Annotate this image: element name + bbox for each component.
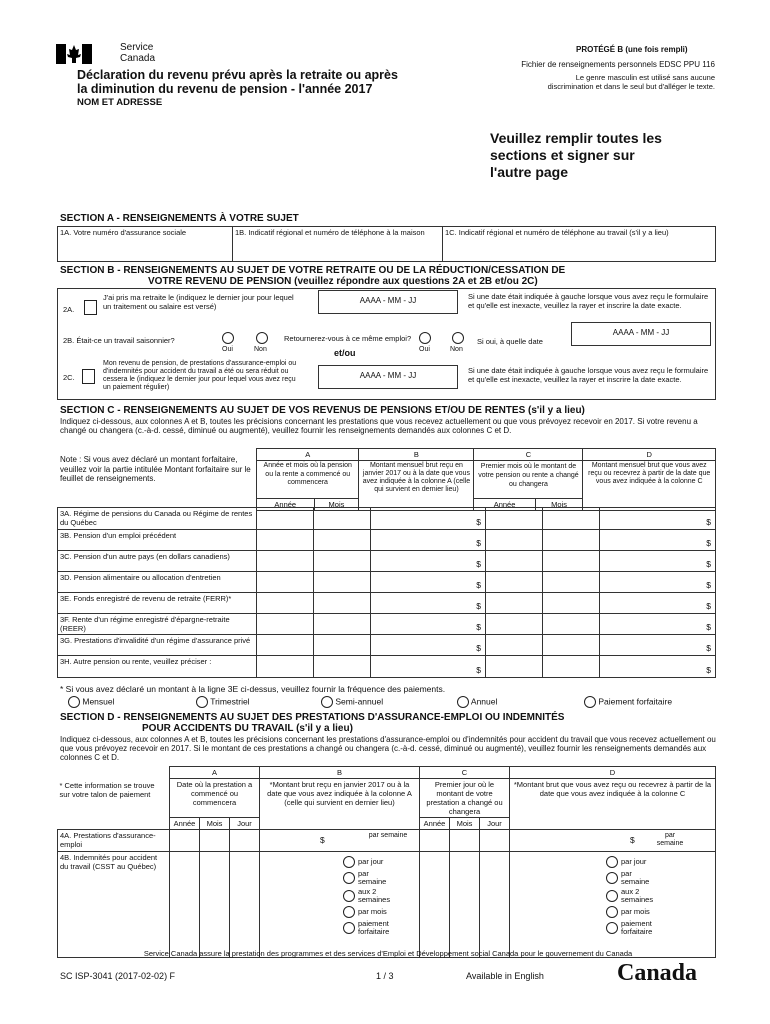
q2b-return-non-radio[interactable] [452,332,464,344]
pension-row-c-month[interactable] [543,593,600,614]
pension-row-c-month[interactable] [543,508,600,530]
pension-row-d-amount[interactable] [600,635,716,656]
d-col-c-label: C [420,767,510,779]
d-col-b-header: *Montant brut reçu en janvier 2017 ou à la date que vous avez indiquée à la colonne A (celle qui survient en dernier lieu) [260,779,420,830]
pension-row-c-year[interactable] [486,572,543,593]
q2b-return-non-label: Non [450,346,463,353]
dollar-sign: $ [476,643,481,653]
pension-row-c-month[interactable] [543,656,600,678]
section-c-title: SECTION C - RENSEIGNEMENTS AU SUJET DE VOS REVENUS DE PENSIONS ET/OU DE RENTES (s'il y a lieu) [60,405,585,416]
row-4b-a-year[interactable] [170,852,200,958]
pension-row [58,614,716,635]
section-c-header [256,448,716,511]
canada-wordmark: Canada [617,960,698,986]
q2b-return-text: Retournerez-vous à ce même emploi? [284,334,412,343]
department-name: Service Canada [120,42,156,64]
freq-semiannuel-label: Semi-annuel [335,696,384,707]
gender-note: Le genre masculin est utilisé sans aucune discrimination et dans le seul but d'alléger le texte. [547,73,715,91]
section-a-table [57,226,716,262]
d-c-month: Mois [450,818,480,830]
form-title: Déclaration du revenu prévu après la retraite ou après la diminution du revenu de pension - l'année 2017 [77,68,398,96]
q2c-note: Si une date était indiquée à gauche lorsque vous avez reçu le formulaire et qu'elle est inexacte, veuillez la rayer et inscrire la date exacte. [468,366,709,384]
section-c-table [57,507,716,678]
dollar-sign: $ [476,665,481,675]
pension-row-a-month[interactable] [314,656,371,678]
dollar-sign: $ [706,559,711,569]
q2a-note: Si une date était indiquée à gauche lorsque vous avez reçu le formulaire et qu'elle est inexacte, veuillez la rayer et inscrire la date exacte. [468,292,709,310]
col-a-header: Année et mois où la pension ou la rente a commencé ou commencera [257,461,359,499]
q2b-oui-radio[interactable] [222,332,234,344]
col-c-header: Premier mois où le montant de votre pension ou rente a changé ou changera [474,461,583,499]
dollar-sign: $ [706,665,711,675]
q2c-label: 2C. [63,373,75,382]
pension-row-a-month[interactable] [314,614,371,635]
d-c-day: Jour [480,818,510,830]
pension-row-d-amount[interactable] [600,572,716,593]
protected-b-label: PROTÉGÉ B (une fois rempli) [576,45,688,54]
q2b-non-label: Non [254,346,267,353]
q2b-return-oui-label: Oui [419,346,430,353]
pension-row-label: 3B. Pension d'un emploi précédent [58,530,257,551]
4b-b-2semaines-radio[interactable] [343,890,355,902]
row-4b-a-day[interactable] [230,852,260,958]
section-d-intro: Indiquez ci-dessous, aux colonnes A et B, toutes les précisions concernant les prestations d'assurance-emploi ou d'indemnités pour accident du travail que vous recevez actuellement ou que vous prévoyez recevoir en 2017. Si le montant de ces prestations a changé ou changera (c.-à-d. cessé, diminué ou augmenté), veuillez fournir les renseignements demandés aux colonnes C et D. [60,735,716,762]
freq-semiannuel-radio[interactable] [321,696,333,708]
pension-row-c-year[interactable] [486,593,543,614]
home-phone-field[interactable]: 1B. Indicatif régional et numéro de téléphone à la maison [233,227,443,262]
pension-row [58,593,716,614]
pension-row-label: 3C. Pension d'un autre pays (en dollars canadiens) [58,551,257,572]
pension-row [58,551,716,572]
pension-row-a-month[interactable] [314,508,371,530]
freq-forfaitaire-label: Paiement forfaitaire [598,696,673,707]
dollar-sign: $ [706,517,711,527]
col-a-year: Année [257,499,315,511]
4b-b-mois-radio[interactable] [343,906,355,918]
row-4a-c-day[interactable] [480,830,510,852]
pension-row-d-amount[interactable] [600,530,716,551]
q2b-date-field[interactable]: AAAA - MM - JJ [571,322,711,346]
form-number: SC ISP-3041 (2017-02-02) F [60,971,176,981]
canada-flag-logo [56,42,114,68]
pension-row-a-year[interactable] [257,656,314,678]
section-c-intro: Indiquez ci-dessous, aux colonnes A et B, toutes les précisions concernant les prestations que vous recevez actuellement ou que vous prévoyez recevoir en 2017. Si votre revenu a changé ou changera (c.-à-d. cessé, diminué ou augmenté), veuillez fournir les renseignements demandés aux colonnes C et D. [60,417,698,435]
section-a-title: SECTION A - RENSEIGNEMENTS À VOTRE SUJET [60,213,299,224]
section-c-note: Note : Si vous avez déclaré un montant forfaitaire, veuillez voir la partie intitulée Montant forfaitaire sur le feuillet de renseignements. [60,455,251,483]
pension-row [58,530,716,551]
4b-b-forfaitaire-radio[interactable] [343,922,355,934]
pension-row-c-year[interactable] [486,635,543,656]
pension-row-c-year[interactable] [486,656,543,678]
section-d-title: SECTION D - RENSEIGNEMENTS AU SUJET DES PRESTATIONS D'ASSURANCE-EMPLOI OU INDEMNITÉS POUR ACCIDENTS DU TRAVAIL (s'il y a lieu) [60,712,565,734]
row-4a-b-amount[interactable]: $ par semaine [260,830,420,852]
pension-row-a-year[interactable] [257,635,314,656]
dollar-sign: $ [476,559,481,569]
q2a-text: J'ai pris ma retraite le (indiquez le dernier jour pour lequel un traitement ou salaire est versé) [103,293,294,311]
col-b-label: B [359,449,474,461]
pension-row [58,572,716,593]
d-a-year: Année [170,818,200,830]
page-number: 1 / 3 [376,971,394,981]
pension-row-c-month[interactable] [543,551,600,572]
pension-row-d-amount[interactable] [600,551,716,572]
q2a-date-field[interactable]: AAAA - MM - JJ [318,290,458,314]
d-col-d-label: D [510,767,716,779]
available-in-english: Available in English [466,971,544,981]
section-b-title: SECTION B - RENSEIGNEMENTS AU SUJET DE VOTRE RETRAITE OU DE LA RÉDUCTION/CESSATION DE VOTRE REVENU DE PENSION (veuillez répondre aux questions 2A et 2B et/ou 2C) [60,265,566,287]
pension-row-b-amount[interactable] [371,530,486,551]
freq-annuel-label: Annuel [470,696,498,707]
d-a-month: Mois [200,818,230,830]
pension-row-c-month[interactable] [543,530,600,551]
pension-row-c-month[interactable] [543,614,600,635]
pension-row-d-amount[interactable] [600,614,716,635]
row-4b-d-freq: par jour par semaine aux 2 semaines par mois paiement forfaitaire [510,852,716,958]
program-statement: Service Canada assure la prestation des programmes et des services d'Emploi et Développement social Canada pour le gouvernement du Canada [143,949,633,958]
row-4a-c-month[interactable] [450,830,480,852]
row-4a-a-day[interactable] [230,830,260,852]
row-4b-c-day[interactable] [480,852,510,958]
pension-row-c-year[interactable] [486,508,543,530]
q2b-when-text: Si oui, à quelle date [477,337,543,346]
pension-row-c-year[interactable] [486,614,543,635]
col-c-year: Année [474,499,535,511]
and-or-label: et/ou [334,348,356,358]
freq-mensuel-radio[interactable] [68,696,80,708]
row-4a-a-year[interactable] [170,830,200,852]
col-d-header: Montant mensuel brut que vous avez reçu ou recevrez à partir de la date que vous avez indiquée à la colonne C [583,461,716,511]
dollar-sign: $ [706,643,711,653]
pension-row-b-amount[interactable] [371,635,486,656]
freq-trimestriel-radio[interactable] [196,696,208,708]
freq-mensuel-label: Mensuel [82,696,115,707]
dollar-sign: $ [706,622,711,632]
d-col-c-header: Premier jour où le montant de votre prestation a changé ou changera [420,779,510,818]
pension-row [58,635,716,656]
row-4a-c-year[interactable] [420,830,450,852]
pension-row-b-amount[interactable] [371,614,486,635]
dollar-sign: $ [706,601,711,611]
pension-row-a-month[interactable] [314,593,371,614]
row-4b-c-month[interactable] [450,852,480,958]
row-4a-d-amount[interactable]: $ par semaine [510,830,716,852]
4b-b-semaine-radio[interactable] [343,872,355,884]
d-a-day: Jour [230,818,260,830]
4b-d-mois-radio[interactable] [606,906,618,918]
pension-row-label: 3F. Rente d'un régime enregistré d'épargne-retraite (REER) [58,614,257,635]
pension-row-label: 3H. Autre pension ou rente, veuillez préciser : [58,656,257,678]
pension-row [58,656,716,678]
freq-forfaitaire-radio[interactable] [584,696,596,708]
pension-row-b-amount[interactable] [371,593,486,614]
d-col-d-header: *Montant brut que vous avez reçu ou recevrez à partir de la date que vous avez indiquée à la colonne C [510,779,716,830]
freq-note: * Si vous avez déclaré un montant à la ligne 3E ci-dessus, veuillez fournir la fréquence des paiements. [60,684,446,694]
col-b-header: Montant mensuel brut reçu en janvier 2017 ou à la date que vous avez indiquée à la colonne A (celle qui survient en dernier lieu) [359,461,474,511]
pension-row-a-year[interactable] [257,551,314,572]
pension-row-d-amount[interactable] [600,656,716,678]
sin-field[interactable]: 1A. Votre numéro d'assurance sociale [58,227,233,262]
4b-d-2semaines-radio[interactable] [606,890,618,902]
col-a-month: Mois [314,499,359,511]
section-d-table [57,766,716,958]
row-4b-label: 4B. Indemnités pour accident du travail (CSST au Québec) [58,852,170,958]
fill-all-instruction: Veuillez remplir toutes les sections et signer sur l'autre page [490,130,662,180]
pension-row-a-year[interactable] [257,614,314,635]
pension-row-label: 3A. Régime de pensions du Canada ou Régime de rentes du Québec [58,508,257,530]
pension-row-b-amount[interactable] [371,572,486,593]
row-4b-c-year[interactable] [420,852,450,958]
col-c-label: C [474,449,583,461]
d-col-a-header: Date où la prestation a commencé ou commencera [170,779,260,818]
col-c-month: Mois [535,499,583,511]
dollar-sign: $ [476,538,481,548]
q2b-return-oui-radio[interactable] [419,332,431,344]
work-phone-field[interactable]: 1C. Indicatif régional et numéro de téléphone au travail (s'il y a lieu) [443,227,716,262]
q2c-checkbox[interactable] [82,369,95,384]
dollar-sign: $ [476,601,481,611]
pension-row-a-year[interactable] [257,572,314,593]
pension-row-label: 3E. Fonds enregistré de revenu de retraite (FERR)* [58,593,257,614]
pension-row-a-year[interactable] [257,508,314,530]
pension-row-a-year[interactable] [257,530,314,551]
4b-d-jour-radio[interactable] [606,856,618,868]
d-col-a-label: A [170,767,260,779]
row-4a-a-month[interactable] [200,830,230,852]
pension-row-b-amount[interactable] [371,508,486,530]
pension-row-a-month[interactable] [314,635,371,656]
row-4b-b-freq: par jour par semaine aux 2 semaines par mois paiement forfaitaire [260,852,420,958]
d-c-year: Année [420,818,450,830]
dollar-sign: $ [476,622,481,632]
dollar-sign: $ [476,517,481,527]
row-4a-label: 4A. Prestations d'assurance-emploi [58,830,170,852]
q2a-checkbox[interactable] [84,300,97,315]
q2c-text: Mon revenu de pension, de prestations d'assurance-emploi ou d'indemnités pour accident du travail a été ou sera réduit ou cessera le (indiquez le dernier jour pour lequel vous avez reçu un paiement régulier) [103,360,297,391]
pension-row-c-year[interactable] [486,530,543,551]
pension-row [58,508,716,530]
pension-row-a-month[interactable] [314,530,371,551]
pension-row-label: 3D. Pension alimentaire ou allocation d'entretien [58,572,257,593]
info-bank: Fichier de renseignements personnels EDSC PPU 116 [521,60,715,69]
pension-row-label: 3G. Prestations d'invalidité d'un régime d'assurance privé [58,635,257,656]
pension-row-b-amount[interactable] [371,656,486,678]
pension-row-a-month[interactable] [314,551,371,572]
q2a-label: 2A. [63,305,75,314]
d-col-b-label: B [260,767,420,779]
freq-annuel-radio[interactable] [457,696,469,708]
pension-row-c-year[interactable] [486,551,543,572]
4b-d-forfaitaire-radio[interactable] [606,922,618,934]
name-address-label: NOM ET ADRESSE [77,97,163,108]
pension-row-a-year[interactable] [257,593,314,614]
section-d-note: * Cette information se trouve sur votre talon de paiement [59,780,155,799]
4b-d-semaine-radio[interactable] [606,872,618,884]
q2b-label: 2B. Était-ce un travail saisonnier? [63,336,175,345]
q2b-oui-label: Oui [222,346,233,353]
q2c-date-field[interactable]: AAAA - MM - JJ [318,365,458,389]
pension-row-a-month[interactable] [314,572,371,593]
row-4b-a-month[interactable] [200,852,230,958]
dollar-sign: $ [476,580,481,590]
4b-b-jour-radio[interactable] [343,856,355,868]
pension-row-c-month[interactable] [543,635,600,656]
pension-row-c-month[interactable] [543,572,600,593]
dollar-sign: $ [706,538,711,548]
pension-row-d-amount[interactable] [600,593,716,614]
col-d-label: D [583,449,716,461]
col-a-label: A [257,449,359,461]
freq-trimestriel-label: Trimestriel [210,696,250,707]
dollar-sign: $ [706,580,711,590]
pension-row-b-amount[interactable] [371,551,486,572]
pension-row-d-amount[interactable] [600,508,716,530]
q2b-non-radio[interactable] [256,332,268,344]
